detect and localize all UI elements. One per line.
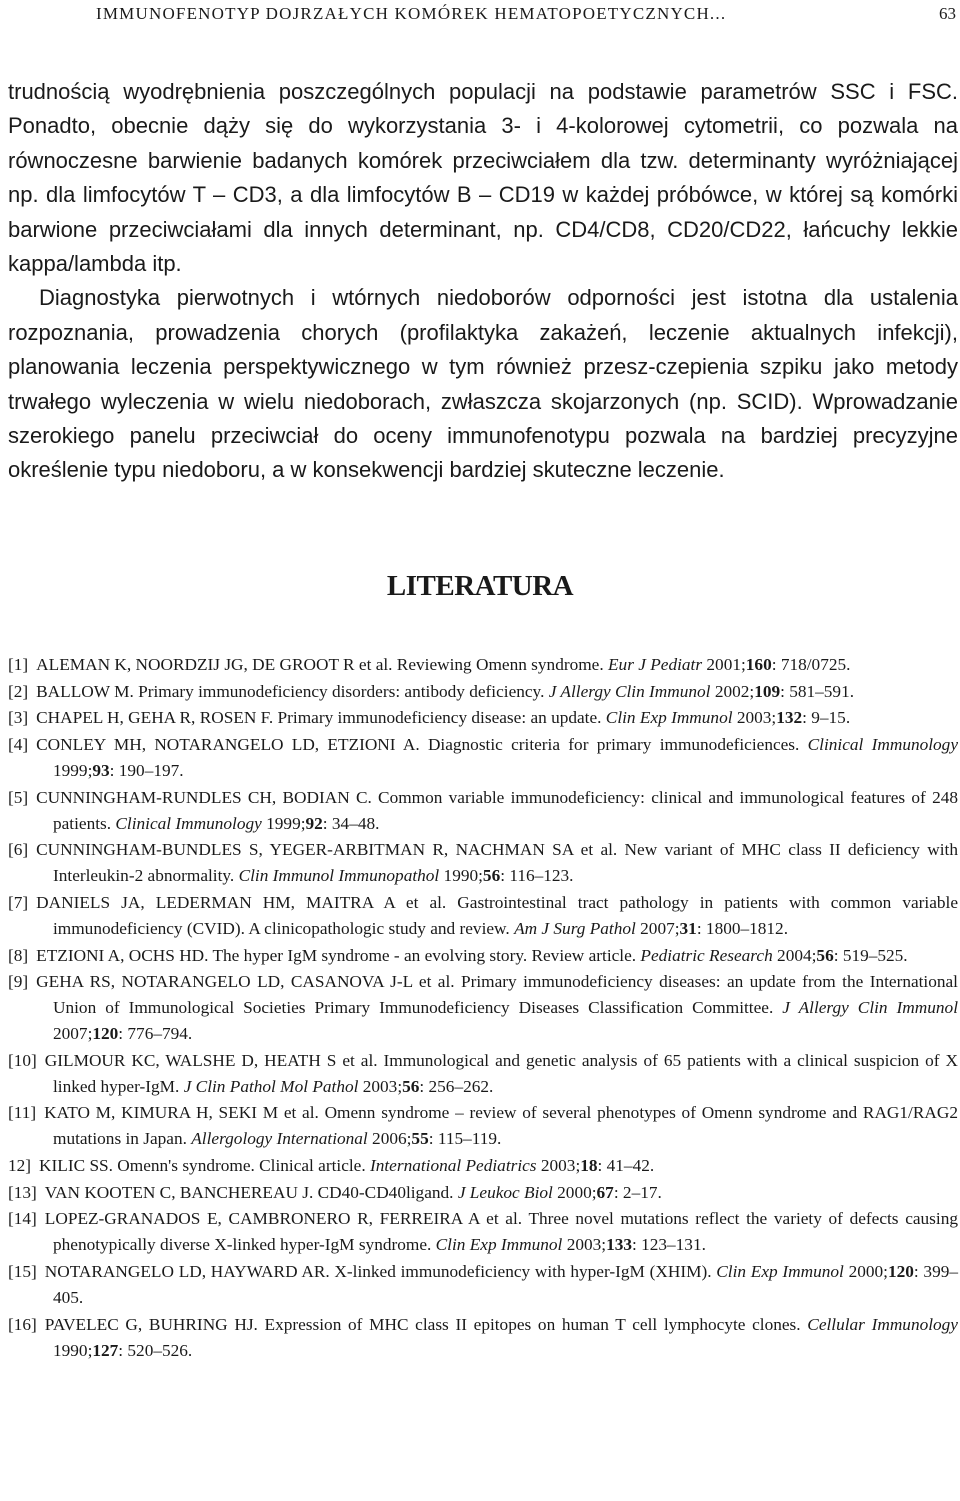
- reference-year: 2006;: [372, 1129, 412, 1149]
- reference-number: [3]: [8, 708, 29, 728]
- reference-volume: 18: [580, 1155, 598, 1175]
- reference-volume: 67: [596, 1182, 614, 1202]
- reference-text: GEHA RS, NOTARANGELO LD, CASANOVA J-L et al. Primary immunodeficiency diseases: an update from the International Union of Immunological Societies Primary Immunodeficiency Diseases Classification Committee.: [36, 972, 958, 1018]
- reference-item: [8, 652, 958, 678]
- reference-number: [6]: [8, 840, 29, 860]
- reference-volume: 120: [887, 1262, 914, 1281]
- reference-number: [15]: [8, 1262, 37, 1281]
- reference-item: [8, 1206, 958, 1258]
- reference-item: [8, 943, 958, 969]
- reference-year: 2003;: [540, 1155, 581, 1175]
- reference-journal: Am J Surg Pathol: [514, 918, 636, 938]
- reference-year: 1999;: [266, 813, 306, 833]
- reference-text: ALEMAN K, NOORDZIJ JG, DE GROOT R et al. Reviewing Omenn syndrome.: [36, 655, 604, 674]
- reference-journal: Cellular Immunology: [807, 1314, 958, 1334]
- reference-volume: 92: [305, 813, 323, 833]
- reference-pages: : 9–15.: [802, 708, 851, 728]
- reference-year: 2002;: [714, 681, 755, 701]
- running-title: IMMUNOFENOTYP DOJRZAŁYCH KOMÓREK HEMATOPOETYCZNYCH...: [96, 4, 727, 23]
- reference-text: PAVELEC G, BUHRING HJ. Expression of MHC class II epitopes on human T cell lymphocyte clones.: [44, 1314, 801, 1334]
- reference-pages: : 34–48.: [322, 813, 380, 833]
- reference-year: 2007;: [640, 918, 680, 938]
- reference-pages: : 2–17.: [613, 1182, 662, 1202]
- reference-year: 2003;: [566, 1235, 607, 1255]
- reference-journal: Clinical Immunology: [807, 735, 958, 755]
- reference-item: [8, 1048, 958, 1100]
- reference-year: 2001;: [706, 655, 746, 674]
- reference-year: 2007;: [53, 1024, 93, 1044]
- reference-journal: J Leukoc Biol: [457, 1182, 553, 1202]
- reference-number: [14]: [8, 1209, 37, 1229]
- reference-year: 1990;: [443, 866, 483, 886]
- reference-number: [16]: [8, 1314, 37, 1334]
- reference-text: BALLOW M. Primary immunodeficiency disorders: antibody deficiency.: [36, 681, 545, 701]
- reference-pages: : 581–591.: [780, 681, 855, 701]
- reference-volume: 127: [92, 1340, 119, 1360]
- reference-pages: : 190–197.: [109, 761, 184, 781]
- reference-item: [8, 969, 958, 1047]
- reference-journal: Clin Exp Immunol: [435, 1235, 563, 1255]
- reference-number: [8]: [8, 945, 29, 965]
- reference-pages: : 520–526.: [118, 1340, 193, 1360]
- reference-journal: J Allergy Clin Immunol: [548, 681, 711, 701]
- reference-journal: Clin Immunol Immunopathol: [238, 866, 440, 886]
- reference-number: [4]: [8, 735, 29, 755]
- reference-pages: : 41–42.: [597, 1155, 655, 1175]
- reference-journal: Eur J Pediatr: [608, 655, 703, 674]
- reference-year: 2000;: [848, 1262, 888, 1281]
- reference-year: 1990;: [53, 1340, 93, 1360]
- reference-number: [13]: [8, 1182, 37, 1202]
- reference-volume: 56: [402, 1076, 420, 1096]
- reference-text: CHAPEL H, GEHA R, ROSEN F. Primary immunodeficiency disease: an update.: [36, 708, 602, 728]
- reference-item: [8, 1153, 958, 1179]
- reference-pages: : 116–123.: [500, 866, 574, 886]
- paragraph: trudnością wyodrębnienia poszczególnych populacji na podstawie parametrów SSC i FSC. Ponadto, obecnie dąży się do wykorzystania 3- i 4-kolorowej cytometrii, co pozwala na równoczesne barwienie badanych komórek przeciwciałem dla tzw. determinanty wyróżniającej np. dla limfocytów T – CD3, a dla limfocytów B – CD19 w każdej próbówce, w której są komórki barwione przeciwciałami dla innych determinant, np. CD4/CD8, CD20/CD22, łańcuchy lekkie kappa/lambda itp.: [8, 79, 958, 277]
- reference-item: [8, 1180, 958, 1206]
- reference-number: [10]: [8, 1050, 37, 1070]
- reference-volume: 55: [411, 1129, 429, 1149]
- reference-journal: J Clin Pathol Mol Pathol: [183, 1076, 359, 1096]
- reference-volume: 132: [776, 708, 803, 728]
- reference-text: CUNNINGHAM-RUNDLES CH, BODIAN C. Common variable immunodeficiency: clinical and immunological features of 248 patients.: [36, 787, 958, 833]
- reference-text: ETZIONI A, OCHS HD. The hyper IgM syndrome - an evolving story. Review article.: [36, 945, 637, 965]
- reference-item: [8, 785, 958, 837]
- reference-journal: International Pediatrics: [369, 1155, 537, 1175]
- reference-number: [7]: [8, 892, 29, 912]
- reference-volume: 120: [92, 1024, 119, 1044]
- reference-journal: J Allergy Clin Immunol: [782, 998, 958, 1018]
- reference-item: [8, 890, 958, 942]
- reference-pages: : 776–794.: [118, 1024, 193, 1044]
- reference-pages: : 399–405.: [53, 1262, 958, 1307]
- reference-journal: Allergology International: [191, 1129, 368, 1149]
- reference-text: NOTARANGELO LD, HAYWARD AR. X-linked immunodeficiency with hyper-IgM (XHIM).: [44, 1262, 712, 1281]
- reference-number: [2]: [8, 681, 29, 701]
- reference-pages: : 718/0725.: [771, 655, 851, 674]
- reference-number: [1]: [8, 655, 29, 674]
- reference-pages: : 115–119.: [428, 1129, 502, 1149]
- reference-text: GILMOUR KC, WALSHE D, HEATH S et al. Immunological and genetic analysis of 65 patients with a clinical suspicion of X linked hyper-IgM.: [44, 1050, 958, 1096]
- reference-number: [11]: [8, 1103, 37, 1123]
- reference-item: [8, 679, 958, 705]
- reference-year: 2000;: [557, 1182, 597, 1202]
- reference-volume: 109: [754, 681, 781, 701]
- reference-text: CUNNINGHAM-BUNDLES S, YEGER-ARBITMAN R, NACHMAN SA et al. New variant of MHC class II deficiency with Interleukin-2 abnormality.: [36, 840, 958, 886]
- page-number: 63: [939, 4, 956, 23]
- reference-year: 1999;: [53, 761, 93, 781]
- reference-journal: Clin Exp Immunol: [605, 708, 733, 728]
- reference-volume: 160: [745, 655, 772, 674]
- reference-year: 2003;: [362, 1076, 403, 1096]
- reference-text: CONLEY MH, NOTARANGELO LD, ETZIONI A. Diagnostic criteria for primary immunodeficiences.: [36, 735, 800, 755]
- body-text: [8, 75, 958, 488]
- reference-volume: 93: [92, 761, 110, 781]
- reference-item: [8, 732, 958, 784]
- reference-list: [8, 652, 958, 1364]
- literature-heading: LITERATURA: [386, 570, 574, 602]
- reference-year: 2004;: [777, 945, 817, 965]
- reference-text: KATO M, KIMURA H, SEKI M et al. Omenn syndrome – review of several phenotypes of Omenn syndrome and RAG1/RAG2 mutations in Japan.: [44, 1103, 958, 1149]
- reference-volume: 56: [482, 866, 501, 886]
- reference-text: LOPEZ-GRANADOS E, CAMBRONERO R, FERREIRA A et al. Three novel mutations reflect the variety of defects causing phenotypically diverse X-linked hyper-IgM syndrome.: [44, 1209, 958, 1255]
- reference-volume: 133: [606, 1235, 632, 1255]
- reference-pages: : 519–525.: [833, 945, 908, 965]
- reference-item: [8, 705, 958, 731]
- reference-pages: : 256–262.: [419, 1076, 494, 1096]
- reference-journal: Pediatric Research: [640, 945, 773, 965]
- reference-pages: : 123–131.: [631, 1235, 706, 1255]
- reference-volume: 56: [816, 945, 834, 965]
- reference-text: KILIC SS. Omenn's syndrome. Clinical article.: [39, 1155, 366, 1175]
- reference-journal: Clin Exp Immunol: [716, 1262, 844, 1281]
- reference-number: 12]: [8, 1155, 32, 1175]
- reference-item: [8, 1100, 958, 1152]
- reference-pages: : 1800–1812.: [696, 918, 789, 938]
- reference-number: [5]: [8, 787, 29, 807]
- reference-volume: 31: [679, 918, 697, 938]
- reference-item: [8, 837, 958, 889]
- reference-text: DANIELS JA, LEDERMAN HM, MAITRA A et al. Gastrointestinal tract pathology in patients with common variable immunodeficiency (CVID). A clinicopathologic study and review.: [36, 892, 958, 938]
- reference-item: [8, 1312, 958, 1364]
- running-header: [96, 4, 956, 26]
- reference-number: [9]: [8, 972, 29, 992]
- reference-year: 2003;: [736, 708, 777, 728]
- reference-journal: Clinical Immunology: [115, 813, 262, 833]
- reference-text: VAN KOOTEN C, BANCHEREAU J. CD40-CD40ligand.: [44, 1182, 454, 1202]
- reference-item: [8, 1259, 958, 1311]
- paragraph: Diagnostyka pierwotnych i wtórnych niedoborów odporności jest istotna dla ustalenia rozpoznania, prowadzenia chorych (profilaktyka zakażeń, leczenie aktualnych infekcji), planowania leczenia perspektywicznego w tym również przesz-czepienia szpiku jako metody trwałego wyleczenia w wielu niedoborach, zwłaszcza skojarzonych (np. SCID). Wprowadzanie szerokiego panelu przeciwciał do oceny immunofenotypu pozwala na bardziej precyzyjne określenie typu niedoboru, a w konsekwencji bardziej skuteczne leczenie.: [8, 285, 958, 483]
